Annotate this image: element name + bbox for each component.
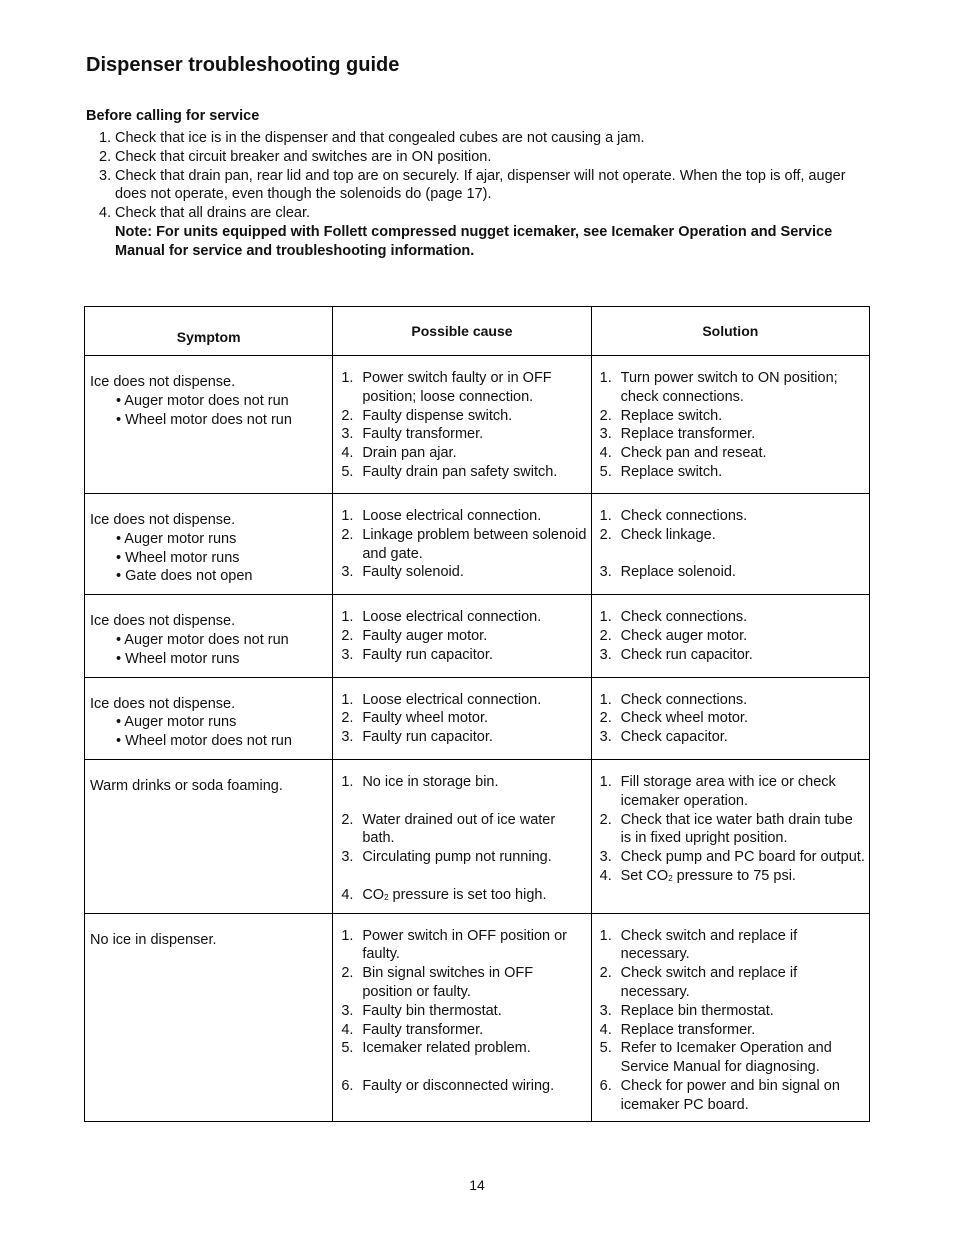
item-text: Faulty dispense switch. <box>362 407 513 424</box>
cause-cell <box>333 759 591 913</box>
item-number: 2. <box>599 526 612 543</box>
item-number: 2. <box>599 710 612 727</box>
header-solution: Solution <box>591 307 869 356</box>
item-number: 2. <box>341 965 354 982</box>
page-title: Dispenser troubleshooting guide <box>86 54 400 76</box>
item-number: 3. <box>599 729 612 746</box>
item-number: 1. <box>341 609 354 626</box>
item-number: 2. <box>341 710 354 727</box>
cause-item <box>341 1039 586 1058</box>
solution-cell <box>591 677 869 759</box>
item-text: Bin signal switches in OFF position or faulty. <box>362 965 534 1000</box>
cause-item <box>341 646 586 665</box>
item-text: Faulty run capacitor. <box>362 729 493 746</box>
item-number: 1. <box>341 508 354 524</box>
symptom-text: Ice does not dispense. <box>90 374 236 390</box>
item-text: Drain pan ajar. <box>362 445 457 462</box>
item-number: 3. <box>341 564 354 581</box>
item-text: Turn power switch to ON position; check connections. <box>620 370 838 405</box>
item-text: Replace switch. <box>620 463 723 480</box>
checklist-item: 3. Check that drain pan, rear lid and top are on securely. If ajar, dispenser will not operate. When the top is off, auger does not operate, even though the solenoids do (page 17). <box>99 167 846 203</box>
item-number: 1. <box>599 508 612 524</box>
item-text: Check pan and reseat. <box>620 445 767 462</box>
cause-item <box>341 1021 586 1040</box>
item-number: 4. <box>341 886 354 903</box>
table-row <box>85 356 870 494</box>
symptom-cell <box>85 494 333 595</box>
item-text: Fill storage area with ice or check icemaker operation. <box>620 773 836 809</box>
item-number: 3. <box>599 849 612 866</box>
cause-item <box>341 608 586 627</box>
item-number: 4. <box>599 445 612 462</box>
solution-item <box>600 1021 865 1040</box>
item-text: Linkage problem between solenoid and gate. <box>362 526 587 562</box>
item-number: 1. <box>599 691 612 708</box>
symptom-cell <box>85 913 333 1121</box>
item-number: 1. <box>341 927 354 944</box>
item-number: 6. <box>599 1077 612 1094</box>
item-number: 2. <box>599 811 612 828</box>
symptom-cell <box>85 759 333 913</box>
solution-cell <box>591 595 869 677</box>
symptom-text: Warm drinks or soda foaming. <box>90 777 283 794</box>
table-row <box>85 677 870 759</box>
item-text: $CO_2$ pressure is set too high. <box>362 886 547 903</box>
item-number: 6. <box>341 1077 354 1094</box>
symptom-cell <box>85 595 333 677</box>
cause-item <box>341 463 586 482</box>
symptom-bullet: • Auger motor runs <box>116 714 237 731</box>
item-text: No ice in storage bin. <box>362 773 499 790</box>
item-text: Loose electrical connection. <box>362 691 542 708</box>
solution-item <box>600 691 865 710</box>
cause-cell <box>333 595 591 677</box>
item-number: 4. <box>599 1021 612 1038</box>
table-row <box>85 595 870 677</box>
item-number: 5. <box>341 1040 354 1057</box>
cause-item <box>341 927 586 965</box>
item-number: 3. <box>599 646 612 663</box>
cause-item <box>341 425 586 444</box>
item-number: 4. <box>341 1021 354 1038</box>
section-heading: Before calling for service <box>86 108 260 124</box>
cause-item <box>341 526 586 564</box>
item-text: Faulty bin thermostat. <box>362 1002 502 1019</box>
item-text: Faulty solenoid. <box>362 564 464 581</box>
page-number: 14 <box>469 1177 485 1193</box>
symptom-bullet: • Gate does not open <box>116 568 253 585</box>
cause-item <box>341 848 586 867</box>
troubleshooting-table <box>84 306 870 1122</box>
checklist-note: Note: For units equipped with Follett compressed nugget icemaker, see Icemaker Operation and Service Manual for service and troubleshooting information. <box>115 223 833 259</box>
item-text: Check capacitor. <box>620 729 728 746</box>
item-number: 5. <box>599 463 612 480</box>
item-number: 1. <box>599 927 612 944</box>
item-text: Replace transformer. <box>620 426 756 443</box>
item-number: 3. <box>341 426 354 443</box>
solution-cell <box>591 494 869 595</box>
symptom-bullet: • Wheel motor runs <box>116 549 240 566</box>
solution-item <box>600 463 865 482</box>
item-text: Check connections. <box>620 609 748 626</box>
item-text: Check connections. <box>620 508 748 524</box>
item-text: Faulty drain pan safety switch. <box>362 463 558 480</box>
cause-item <box>341 369 586 407</box>
solution-cell <box>591 913 869 1121</box>
solution-cell <box>591 356 869 494</box>
item-text: Loose electrical connection. <box>362 609 542 626</box>
solution-item <box>600 526 865 545</box>
cause-item <box>341 1077 586 1096</box>
item-number: 1. <box>599 370 612 386</box>
item-text: Check switch and replace if necessary. <box>620 927 798 963</box>
symptom-text: Ice does not dispense. <box>90 613 236 630</box>
item-text: Check linkage. <box>620 526 716 543</box>
item-number: 1. <box>341 370 354 386</box>
item-text: Replace switch. <box>620 407 723 424</box>
cause-item <box>341 886 586 907</box>
solution-item <box>600 773 865 811</box>
symptom-bullet: • Auger motor does not run <box>116 392 289 409</box>
symptom-text: Ice does not dispense. <box>90 512 236 528</box>
cause-item <box>341 407 586 426</box>
solution-item <box>600 867 865 888</box>
item-number: 1. <box>599 773 612 790</box>
solution-item <box>600 425 865 444</box>
solution-item <box>600 927 865 965</box>
item-text: Loose electrical connection. <box>362 508 542 524</box>
item-number: 2. <box>599 965 612 982</box>
solution-item <box>600 608 865 627</box>
solution-item <box>600 709 865 728</box>
table-header-row <box>85 307 870 356</box>
item-text: Refer to Icemaker Operation and Service Manual for diagnosing. <box>620 1040 832 1076</box>
solution-item <box>600 507 865 526</box>
solution-cell <box>591 759 869 913</box>
item-number: 5. <box>341 463 354 480</box>
solution-item <box>600 848 865 867</box>
cause-cell <box>333 494 591 595</box>
checklist-item: 4. Check that all drains are clear. <box>99 205 311 222</box>
header-symptom: Symptom <box>85 307 333 356</box>
solution-item <box>600 1077 865 1115</box>
cause-item <box>341 444 586 463</box>
item-number: 2. <box>341 526 354 543</box>
item-text: Check auger motor. <box>620 627 748 644</box>
item-number: 2. <box>599 627 612 644</box>
item-text: Circulating pump not running. <box>362 849 552 866</box>
table-row <box>85 913 870 1121</box>
item-text: Faulty wheel motor. <box>362 710 489 727</box>
symptom-bullet: • Wheel motor does not run <box>116 733 292 750</box>
item-text: Faulty transformer. <box>362 426 484 443</box>
item-number: 2. <box>341 811 354 828</box>
item-number: 3. <box>341 849 354 866</box>
item-text: Check pump and PC board for output. <box>620 849 865 866</box>
symptom-bullet: • Wheel motor runs <box>116 650 240 667</box>
solution-item <box>600 627 865 646</box>
cause-item <box>341 964 586 1002</box>
item-text: Faulty or disconnected wiring. <box>362 1077 555 1094</box>
item-text: Check connections. <box>620 691 748 708</box>
cause-item <box>341 773 586 792</box>
item-text: Faulty transformer. <box>362 1021 484 1038</box>
item-text: Check switch and replace if necessary. <box>620 965 798 1000</box>
item-number: 4. <box>341 445 354 462</box>
solution-item <box>600 1039 865 1077</box>
item-number: 3. <box>599 564 612 581</box>
item-text: Check for power and bin signal on icemaker PC board. <box>620 1077 840 1113</box>
cause-cell <box>333 356 591 494</box>
before-service-checklist <box>86 129 876 261</box>
cause-item <box>341 563 586 582</box>
solution-item <box>600 444 865 463</box>
solution-item <box>600 369 865 407</box>
symptom-text: Ice does not dispense. <box>90 695 236 712</box>
cause-item <box>341 1002 586 1021</box>
solution-item <box>600 563 865 582</box>
checklist-item: 1. Check that ice is in the dispenser and that congealed cubes are not causing a jam. <box>99 130 645 146</box>
item-text: Replace solenoid. <box>620 564 736 581</box>
cause-item <box>341 811 586 849</box>
cause-cell <box>333 913 591 1121</box>
item-number: 2. <box>341 407 354 424</box>
table-row <box>85 759 870 913</box>
table-row <box>85 494 870 595</box>
cause-item <box>341 691 586 710</box>
item-number: 4. <box>599 867 612 884</box>
cause-item <box>341 709 586 728</box>
item-number: 3. <box>599 1002 612 1019</box>
item-text: Faulty auger motor. <box>362 627 488 644</box>
symptom-cell <box>85 677 333 759</box>
symptom-text: No ice in dispenser. <box>90 931 217 948</box>
cause-item <box>341 728 586 747</box>
item-number: 1. <box>341 773 354 790</box>
symptom-bullet: • Auger motor does not run <box>116 631 289 648</box>
solution-item <box>600 1002 865 1021</box>
header-cause: Possible cause <box>333 307 591 356</box>
symptom-bullet: • Wheel motor does not run <box>116 411 292 428</box>
item-text: Icemaker related problem. <box>362 1040 531 1057</box>
item-text: Set $CO_2$ pressure to 75 psi. <box>620 867 796 884</box>
item-number: 1. <box>599 609 612 626</box>
item-text: Power switch faulty or in OFF position; loose connection. <box>362 370 552 405</box>
solution-item <box>600 811 865 849</box>
item-text: Replace bin thermostat. <box>620 1002 774 1019</box>
item-text: Check run capacitor. <box>620 646 753 663</box>
cause-cell <box>333 677 591 759</box>
symptom-cell <box>85 356 333 494</box>
item-text: Check wheel motor. <box>620 710 748 727</box>
symptom-bullet: • Auger motor runs <box>116 530 237 547</box>
cause-item <box>341 627 586 646</box>
solution-item <box>600 964 865 1002</box>
cause-item <box>341 507 586 526</box>
item-number: 3. <box>341 646 354 663</box>
item-text: Check that ice water bath drain tube is in fixed upright position. <box>620 811 853 847</box>
item-number: 3. <box>341 729 354 746</box>
item-number: 1. <box>341 691 354 708</box>
item-text: Faulty run capacitor. <box>362 646 493 663</box>
item-number: 3. <box>341 1002 354 1019</box>
item-number: 5. <box>599 1040 612 1057</box>
item-number: 2. <box>341 627 354 644</box>
item-number: 2. <box>599 407 612 424</box>
solution-item <box>600 407 865 426</box>
item-text: Replace transformer. <box>620 1021 756 1038</box>
item-number: 3. <box>599 426 612 443</box>
solution-item <box>600 728 865 747</box>
item-text: Power switch in OFF position or faulty. <box>362 927 567 963</box>
item-text: Water drained out of ice water bath. <box>362 811 556 847</box>
checklist-item: 2. Check that circuit breaker and switches are in ON position. <box>99 148 492 165</box>
solution-item <box>600 646 865 665</box>
